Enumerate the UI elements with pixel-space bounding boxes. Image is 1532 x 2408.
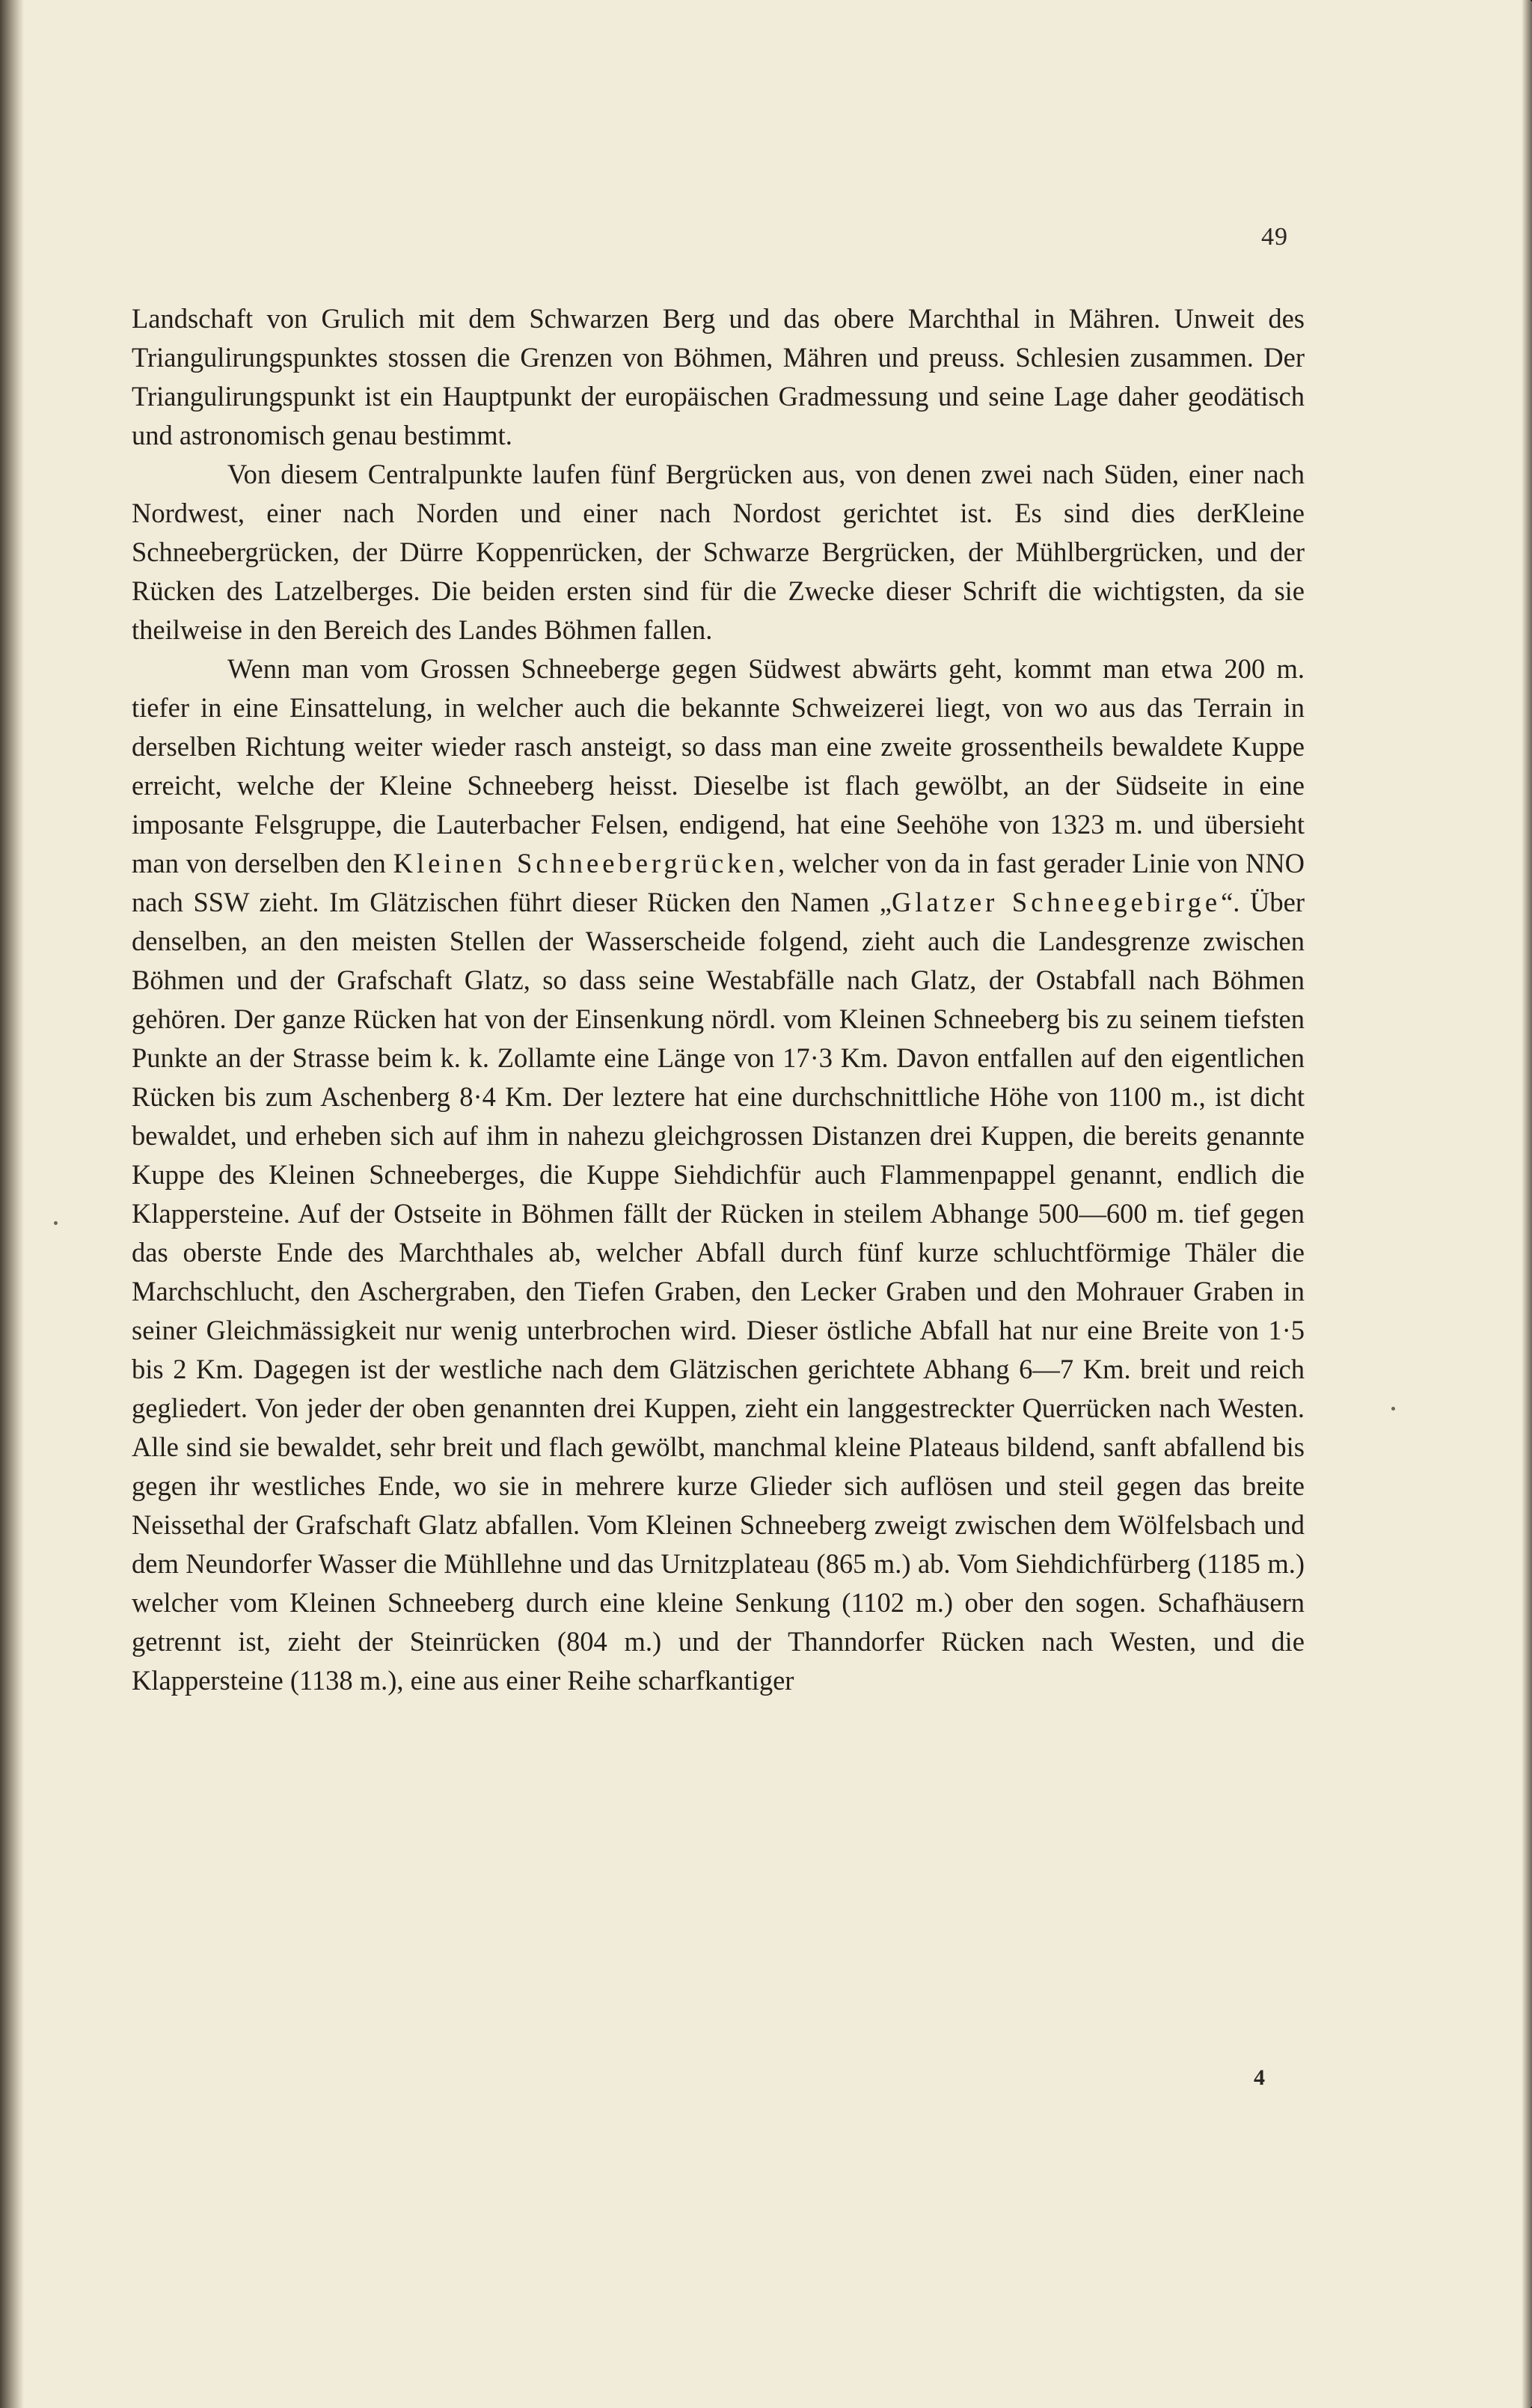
paragraph-3-text-a: Wenn man vom Grossen Schneeberge gegen Südwest abwärts geht, kommt man etwa 200 m. tiefer in eine Einsattelung, in welcher auch die bekannte Schweizerei liegt, von wo aus das Terrain in derselben Richtung weiter wieder rasch ansteigt, so dass man eine zweite grossentheils bewaldete Kuppe erreicht, welche der Kleine Schneeberg heisst. Dieselbe ist flach gewölbt, an der Südseite in eine imposante Felsgruppe, die Lauterbacher Felsen, endigend, hat eine Seehöhe von 1323 m. und übersieht man von derselben den: [132, 653, 1305, 878]
paragraph-3: [132, 650, 1305, 1700]
paragraph-3-text-c: “. Über denselben, an den meisten Stellen der Wasserscheide folgend, zieht auch die Landesgrenze zwischen Böhmen und der Grafschaft Glatz, so dass seine Westabfälle nach Glatz, der Ostabfall nach Böhmen gehören. Der ganze Rücken hat von der Einsenkung nördl. vom Kleinen Schneeberg bis zu seinem tiefsten Punkte an der Strasse beim k. k. Zollamte eine Länge von 17·3 Km. Davon entfallen auf den eigentlichen Rücken bis zum Aschenberg 8·4 Km. Der leztere hat eine durchschnittliche Höhe von 1100 m., ist dicht bewaldet, und erheben sich auf ihm in nahezu gleichgrossen Distanzen drei Kuppen, die bereits genannte Kuppe des Kleinen Schneeberges, die Kuppe Siehdichfür auch Flammenpappel genannt, endlich die Klappersteine. Auf der Ostseite in Böhmen fällt der Rücken in steilem Abhange 500—600 m. tief gegen das oberste Ende des Marchthales ab, welcher Abfall durch fünf kurze schluchtförmige Thäler die Marchschlucht, den Aschergraben, den Tiefen Graben, den Lecker Graben und den Mohrauer Graben in seiner Gleichmässigkeit nur wenig unterbrochen wird. Dieser östliche Abfall hat nur eine Breite von 1·5 bis 2 Km. Dagegen ist der westliche nach dem Glätzischen gerichtete Abhang 6—7 Km. breit und reich gegliedert. Von jeder der oben genannten drei Kuppen, zieht ein langgestreckter Querrücken nach Westen. Alle sind sie bewaldet, sehr breit und flach gewölbt, manchmal kleine Plateaus bildend, sanft abfallend bis gegen ihr westliches Ende, wo sie in mehrere kurze Glieder sich auflösen und steil gegen das breite Neissethal der Grafschaft Glatz abfallen. Vom Kleinen Schneeberg zweigt zwischen dem Wölfelsbach und dem Neundorfer Wasser die Mühllehne und das Urnitzplateau (865 m.) ab. Vom Siehdichfürberg (1185 m.) welcher vom Kleinen Schneeberg durch eine kleine Senkung (1102 m.) ober den sogen. Schafhäusern getrennt ist, zieht der Steinrücken (804 m.) und der Thanndorfer Rücken nach Westen, und die Klappersteine (1138 m.), eine aus einer Reihe scharfkantiger: [132, 887, 1305, 1696]
spaced-term-kleinen-schneebergruecken: Kleinen Schneebergrücken: [393, 848, 778, 878]
spaced-term-glatzer-schneegebirge: Glatzer Schneegebirge: [891, 887, 1222, 917]
paragraph-1-text: Landschaft von Grulich mit dem Schwarzen Berg und das obere Marchthal in Mähren. Unweit des Triangulirungspunktes stossen die Grenzen von Böhmen, Mähren und preuss. Schlesien zusammen. Der Triangulirungspunkt ist ein Hauptpunkt der europäischen Gradmessung und seine Lage daher geodätisch und astronomisch genau bestimmt.: [132, 303, 1305, 450]
paragraph-2: [132, 455, 1305, 650]
paper-speck: [54, 1221, 58, 1225]
binding-gutter: [0, 0, 24, 2408]
paragraph-3-text-b: , welcher von da in fast gerader Linie von NNO nach SSW zieht. Im Glätzischen führt dieser Rücken den Namen „: [132, 848, 1305, 917]
paragraph-1: [132, 299, 1305, 455]
signature-mark: 4: [1254, 2065, 1265, 2090]
paper-speck: [1391, 1407, 1395, 1411]
paragraph-2-text: Von diesem Centralpunkte laufen fünf Bergrücken aus, von denen zwei nach Süden, einer nach Nordwest, einer nach Norden und einer nach Nordost gerichtet ist. Es sind dies derKleine Schneebergrücken, der Dürre Koppenrücken, der Schwarze Bergrücken, der Mühlbergrücken, und der Rücken des Latzelberges. Die beiden ersten sind für die Zwecke dieser Schrift die wichtigsten, da sie theilweise in den Bereich des Landes Böhmen fallen.: [132, 459, 1305, 645]
body-text: [132, 299, 1305, 1700]
page-edge-shadow: [1522, 0, 1532, 2408]
page-number: 49: [1261, 223, 1288, 251]
